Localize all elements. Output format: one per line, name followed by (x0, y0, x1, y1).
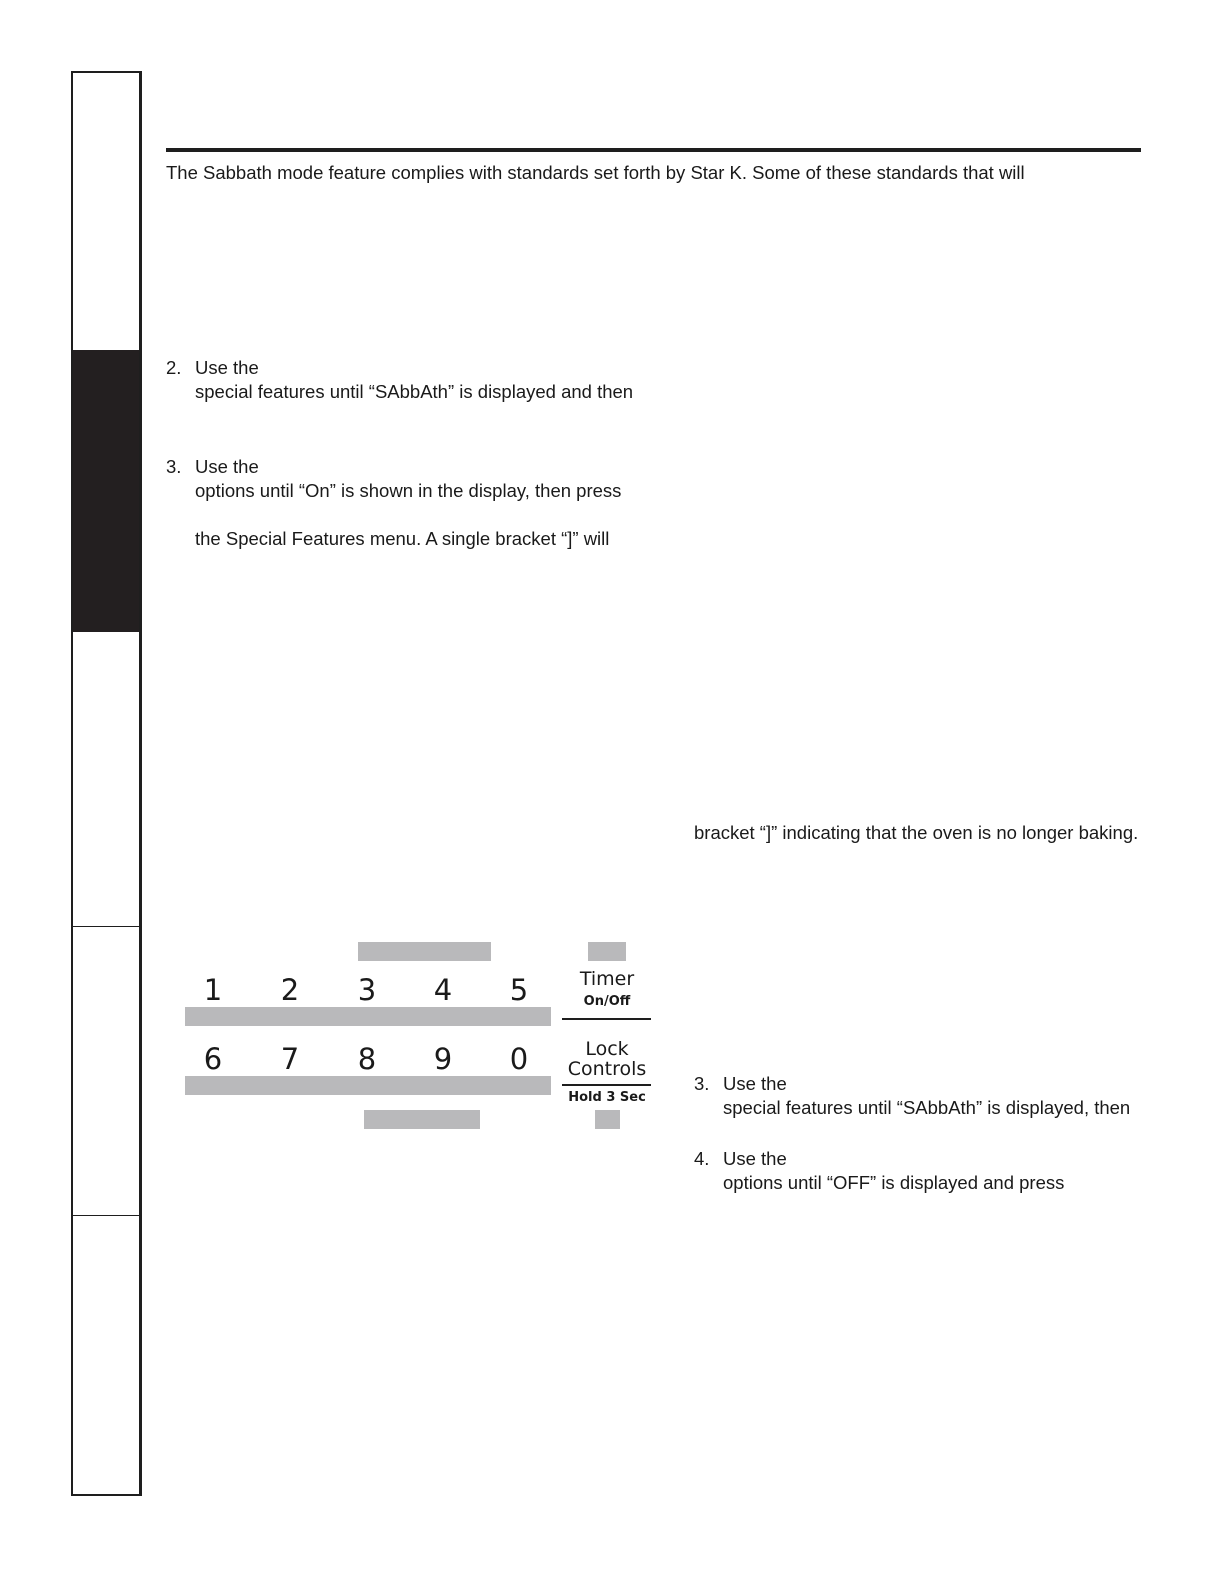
timer-key-sublabel: On/Off (583, 994, 631, 1009)
keypad-row-bar (185, 1007, 551, 1026)
header-rule (166, 148, 1141, 152)
step-3-line-1: 3. Use the (166, 456, 259, 477)
timer-key-label[interactable]: Timer (579, 968, 635, 990)
keypad-key-9[interactable]: 9 (433, 1042, 453, 1076)
exit-step-3-line-2: special features until “SAbbAth” is displayed, then (723, 1097, 1131, 1118)
step-number: 3. (166, 456, 182, 477)
sidebar-tabs (71, 71, 142, 1496)
keypad-key-1[interactable]: 1 (203, 973, 223, 1007)
step-number: 3. (694, 1073, 710, 1094)
intro-text: The Sabbath mode feature complies with standards set forth by Star K. Some of these standards that will (166, 162, 1025, 183)
keypad-highlight-bar (595, 1110, 620, 1129)
keypad-key-6[interactable]: 6 (203, 1042, 223, 1076)
keypad-key-7[interactable]: 7 (280, 1042, 300, 1076)
exit-step-4-line-1: 4. Use the (694, 1148, 787, 1169)
keypad-key-8[interactable]: 8 (357, 1042, 377, 1076)
sidebar-tab-divider (73, 1215, 139, 1216)
step-number: 2. (166, 357, 182, 378)
keypad-highlight-bar (364, 1110, 480, 1129)
keypad-highlight-bar (358, 942, 491, 961)
keypad-row-bar (185, 1076, 551, 1095)
keypad-key-0[interactable]: 0 (509, 1042, 529, 1076)
lock-key-label-2[interactable]: Controls (567, 1058, 647, 1080)
bracket-indicator-text: bracket “]” indicating that the oven is no longer baking. (694, 822, 1139, 843)
keypad-key-2[interactable]: 2 (280, 973, 300, 1007)
step-2-line-1: 2. Use the (166, 357, 259, 378)
keypad-key-5[interactable]: 5 (509, 973, 529, 1007)
timer-key-underline (562, 1018, 651, 1020)
exit-step-4-line-2: options until “OFF” is displayed and press (723, 1172, 1065, 1193)
step-2-line-2: special features until “SAbbAth” is displayed and then (195, 381, 634, 402)
step-3-line-2: options until “On” is shown in the display, then press (195, 480, 622, 501)
lock-key-sublabel: Hold 3 Sec (568, 1090, 646, 1105)
keypad-highlight-bar (588, 942, 626, 961)
step-3-line-3: the Special Features menu. A single bracket “]” will (195, 528, 610, 549)
lock-key-label-1[interactable]: Lock (585, 1038, 629, 1060)
keypad-key-3[interactable]: 3 (357, 973, 377, 1007)
exit-step-3-line-1: 3. Use the (694, 1073, 787, 1094)
sidebar-tab-active[interactable] (73, 350, 139, 632)
lock-key-underline (562, 1084, 651, 1086)
step-number: 4. (694, 1148, 710, 1169)
sidebar-tab-divider (73, 926, 139, 927)
keypad-key-4[interactable]: 4 (433, 973, 453, 1007)
